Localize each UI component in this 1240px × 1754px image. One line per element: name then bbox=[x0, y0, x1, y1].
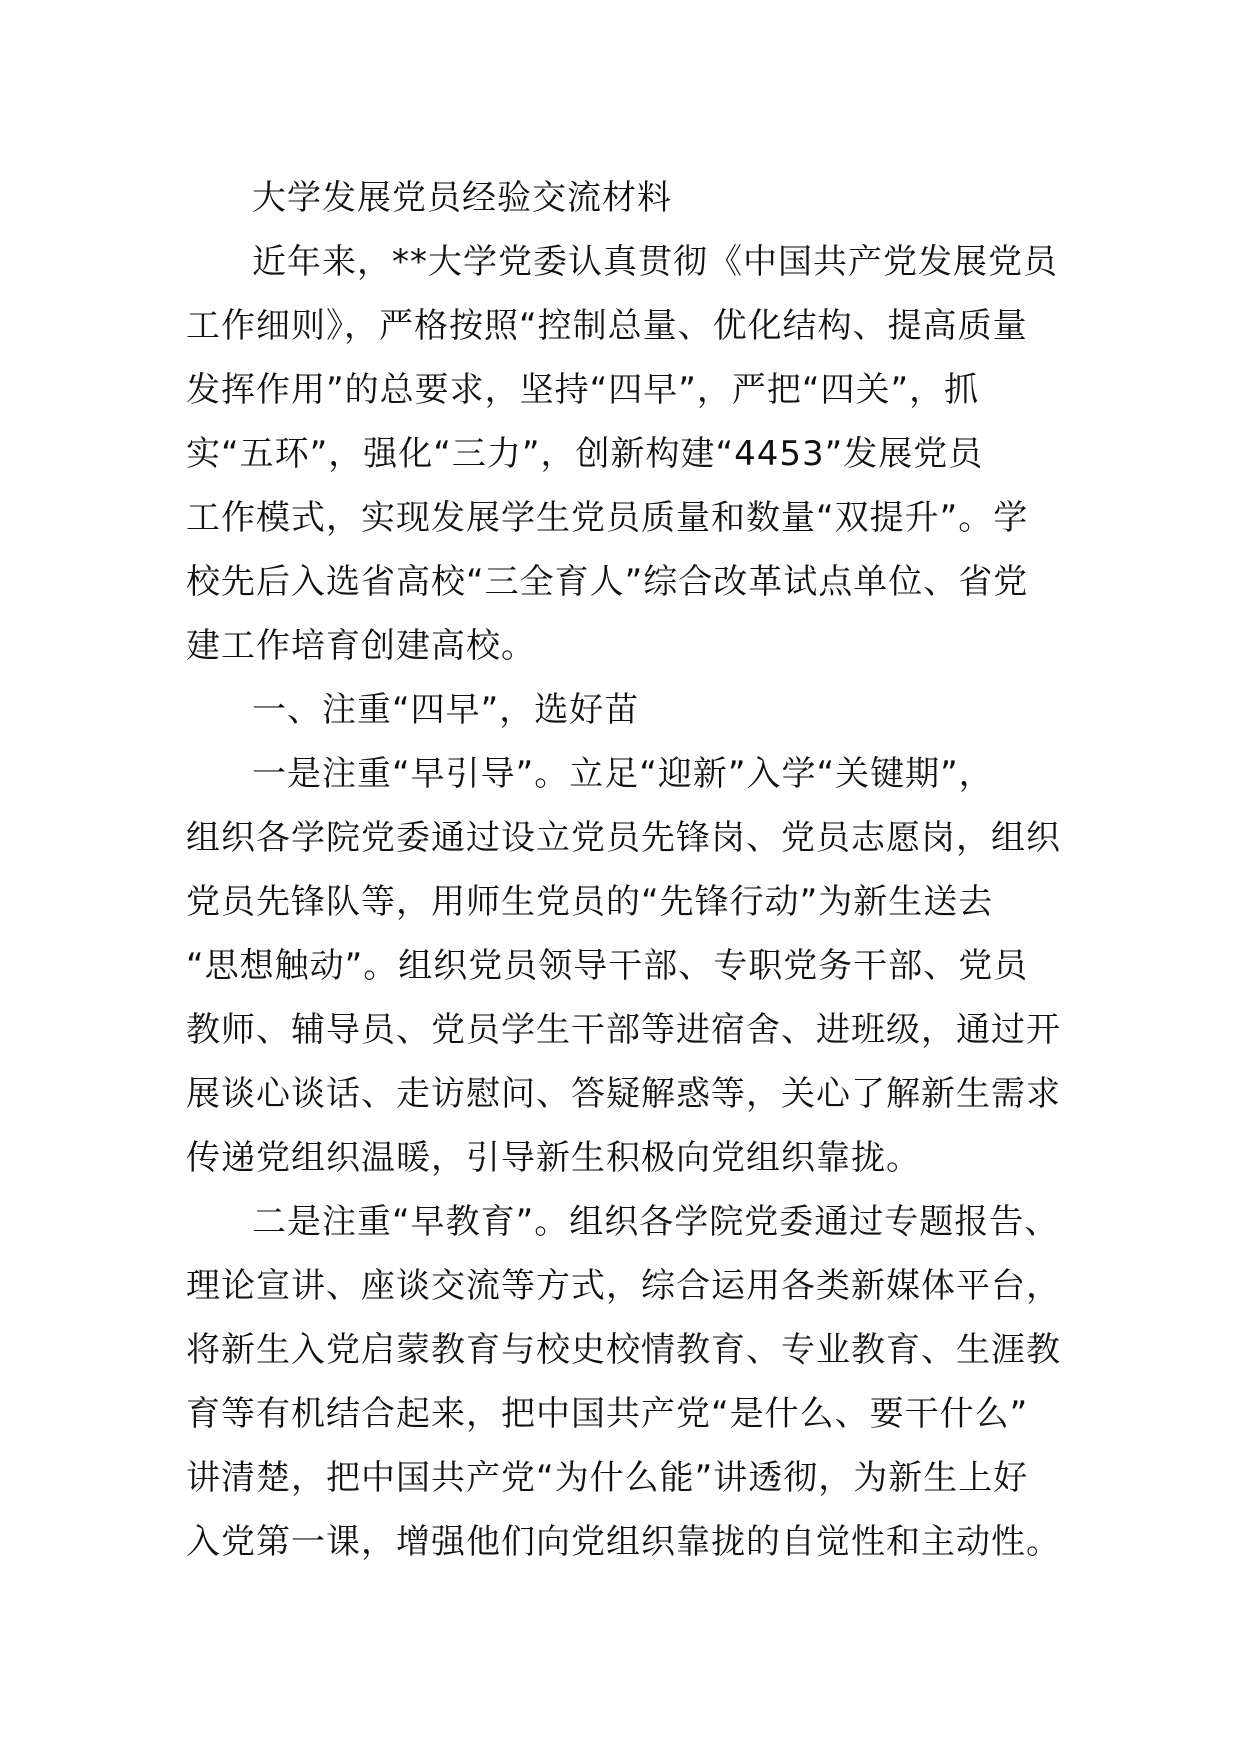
paragraph-line: 工作模式，实现发展学生党员质量和数量“双提升”。学 bbox=[186, 498, 1029, 538]
document-title: 大学发展党员经验交流材料 bbox=[252, 178, 672, 218]
paragraph-line: 党员先锋队等，用师生党员的“先锋行动”为新生送去 bbox=[186, 882, 994, 922]
paragraph-line: 传递党组织温暖，引导新生积极向党组织靠拢。 bbox=[186, 1138, 921, 1178]
paragraph-line: 教师、辅导员、党员学生干部等进宿舍、进班级，通过开 bbox=[186, 1010, 1061, 1050]
paragraph-line: 一是注重“早引导”。立足“迎新”入学“关键期”， bbox=[252, 754, 994, 794]
paragraph-line: 入党第一课，增强他们向党组织靠拢的自觉性和主动性。 bbox=[186, 1522, 1061, 1562]
paragraph-line: 组织各学院党委通过设立党员先锋岗、党员志愿岗，组织 bbox=[186, 818, 1061, 858]
paragraph-line: 二是注重“早教育”。组织各学院党委通过专题报告、 bbox=[252, 1202, 1060, 1242]
paragraph-line: 校先后入选省高校“三全育人”综合改革试点单位、省党 bbox=[186, 562, 1029, 602]
paragraph-line: 理论宣讲、座谈交流等方式，综合运用各类新媒体平台， bbox=[186, 1266, 1061, 1306]
paragraph-line: 将新生入党启蒙教育与校史校情教育、专业教育、生涯教 bbox=[186, 1330, 1061, 1370]
paragraph-line: 建工作培育创建高校。 bbox=[186, 626, 536, 666]
paragraph-line: 展谈心谈话、走访慰问、答疑解惑等，关心了解新生需求 bbox=[186, 1074, 1061, 1114]
paragraph-line: 育等有机结合起来，把中国共产党“是什么、要干什么” bbox=[186, 1394, 1029, 1434]
paragraph-line: 工作细则》，严格按照“控制总量、优化结构、提高质量 bbox=[186, 306, 1028, 346]
paragraph-line: 实“五环”，强化“三力”，创新构建“4453”发展党员 bbox=[186, 434, 984, 474]
paragraph-line: “思想触动”。组织党员领导干部、专职党务干部、党员 bbox=[186, 946, 1029, 986]
section-heading: 一、注重“四早”，选好苗 bbox=[252, 690, 640, 730]
paragraph-line: 讲清楚，把中国共产党“为什么能”讲透彻，为新生上好 bbox=[186, 1458, 1029, 1498]
paragraph-line: 发挥作用”的总要求，坚持“四早”，严把“四关”，抓 bbox=[186, 370, 980, 410]
paragraph-line: 近年来，**大学党委认真贯彻《中国共产党发展党员 bbox=[252, 242, 1058, 282]
